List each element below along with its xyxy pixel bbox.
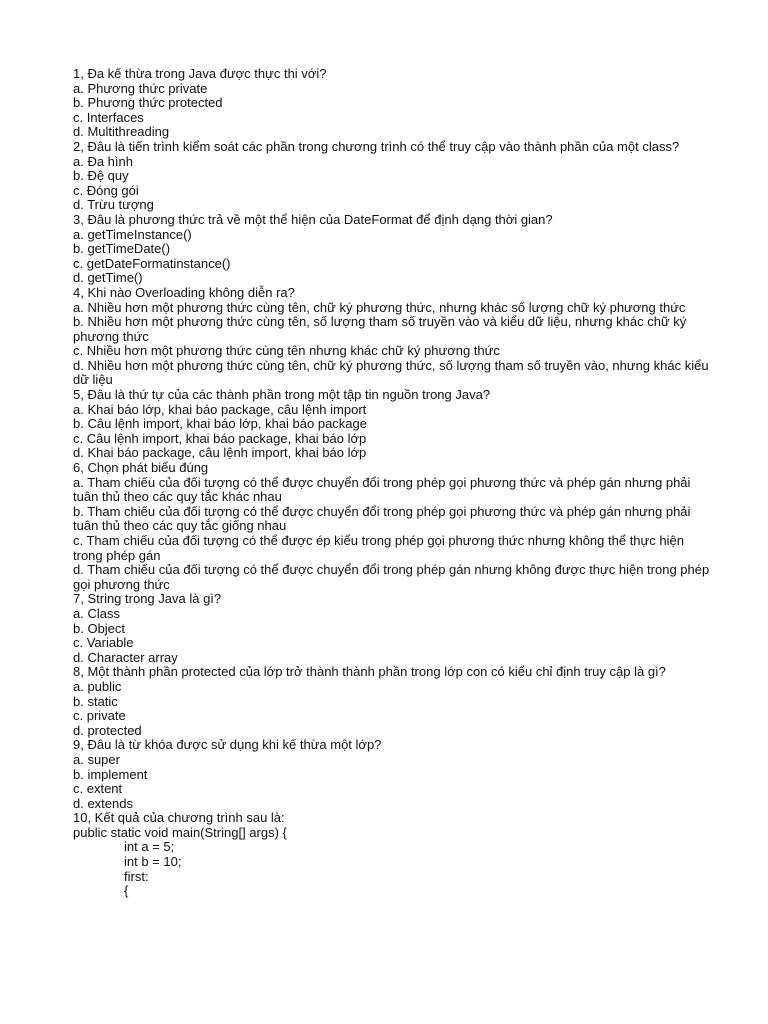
code-line: int a = 5; [124,839,175,855]
answer-option: d. Character array [73,649,178,665]
question-2 [73,140,713,213]
answer-option: a. Class [73,605,120,621]
question-text: 6, Chọn phát biểu đúng [73,460,209,476]
answer-option: c. Tham chiếu của đối tượng có thể được ép kiểu trong phép gọi phương thức nhưng không thể thực hiện trong phép gán [73,533,684,563]
question-6 [73,461,713,592]
question-text: 4, Khi nào Overloading không diễn ra? [73,284,295,300]
question-text: 8, Một thành phần protected của lớp trở thành thành phần trong lớp con có kiểu chỉ định truy cập là gì? [73,664,666,680]
document-page [73,67,713,899]
question-text: 5, Đâu là thứ tự của các thành phần trong một tập tin nguồn trong Java? [73,387,491,403]
answer-option: d. getTime() [73,270,143,286]
answer-option: d. Tham chiếu của đối tượng có thể được chuyển đổi trong phép gán nhưng không được thực hiện trong phép gọi phương thức [73,562,710,592]
answer-option: b. Tham chiếu của đối tượng có thể được chuyển đổi trong phép gọi phương thức và phép gán nhưng phải tuân thủ theo các quy tắc giống nhau [73,503,691,534]
answer-option: d. Nhiều hơn một phương thức cùng tên, chữ ký phương thức, số lượng tham số truyền vào, nhưng khác kiểu dữ liệu [73,357,709,388]
question-text: 3, Đâu là phương thức trả về một thể hiện của DateFormat để định dạng thời gian? [73,211,553,227]
question-5 [73,388,713,461]
answer-option: c. Variable [73,635,134,651]
question-8 [73,665,713,738]
question-text: 9, Đâu là từ khóa được sử dụng khi kế thừa một lớp? [73,737,382,753]
question-text: 7, String trong Java là gì? [73,591,222,607]
code-line: { [124,883,129,899]
answer-option: c. Nhiều hơn một phương thức cùng tên nhưng khác chữ ký phương thức [73,343,500,359]
question-9 [73,738,713,811]
answer-option: b. Phương thức protected [73,95,223,111]
answer-option: c. private [73,708,126,724]
answer-option: b. Đệ quy [73,168,129,184]
answer-option: c. Đóng gói [73,182,139,198]
question-4 [73,286,713,388]
answer-option: b. Câu lệnh import, khai báo lớp, khai báo package [73,416,367,432]
answer-option: a. public [73,678,122,694]
answer-option: b. getTimeDate() [73,241,171,257]
answer-option: c. getDateFormatinstance() [73,255,231,271]
question-3 [73,213,713,286]
question-list [73,67,713,811]
question-text: 1, Đa kế thừa trong Java được thực thi với? [73,66,327,81]
answer-option: c. extent [73,781,123,797]
question-text: 2, Đâu là tiến trình kiểm soát các phần trong chương trình có thể truy cập vào thành phần của một class? [73,138,680,154]
answer-option: c. Interfaces [73,109,144,125]
answer-option: a. Tham chiếu của đối tượng có thể được chuyển đổi trong phép gọi phương thức và phép gán nhưng phải tuân thủ theo các quy tắc khác nhau [73,474,691,505]
question-1 [73,67,713,140]
answer-option: b. Object [73,620,126,636]
answer-option: a. Đa hình [73,153,133,169]
answer-option: d. Khai báo package, câu lệnh import, khai báo lớp [73,445,367,461]
answer-option: a. Khai báo lớp, khai báo package, câu lệnh import [73,401,367,417]
answer-option: b. implement [73,766,148,782]
code-line: public static void main(String[] args) { [73,824,287,840]
answer-option: d. extends [73,795,133,811]
answer-option: d. Trừu tượng [73,197,154,213]
answer-option: a. getTimeInstance() [73,226,192,242]
code-line: first: [124,868,149,884]
question-text: 10, Kết quả của chương trình sau là: [73,810,285,826]
question-10 [73,811,713,899]
code-line: int b = 10; [124,854,182,870]
answer-option: b. static [73,693,118,709]
answer-option: c. Câu lệnh import, khai báo package, khai báo lớp [73,430,367,446]
answer-option: b. Nhiều hơn một phương thức cùng tên, số lượng tham số truyền vào và kiểu dữ liệu, nhưng khác chữ ký phương thức [73,314,687,344]
question-7 [73,592,713,665]
answer-option: a. super [73,751,120,767]
answer-option: d. Multithreading [73,124,170,140]
answer-option: a. Phương thức private [73,80,208,96]
answer-option: a. Nhiều hơn một phương thức cùng tên, chữ ký phương thức, nhưng khác số lượng chữ ký phương thức [73,299,686,315]
answer-option: d. protected [73,722,142,738]
